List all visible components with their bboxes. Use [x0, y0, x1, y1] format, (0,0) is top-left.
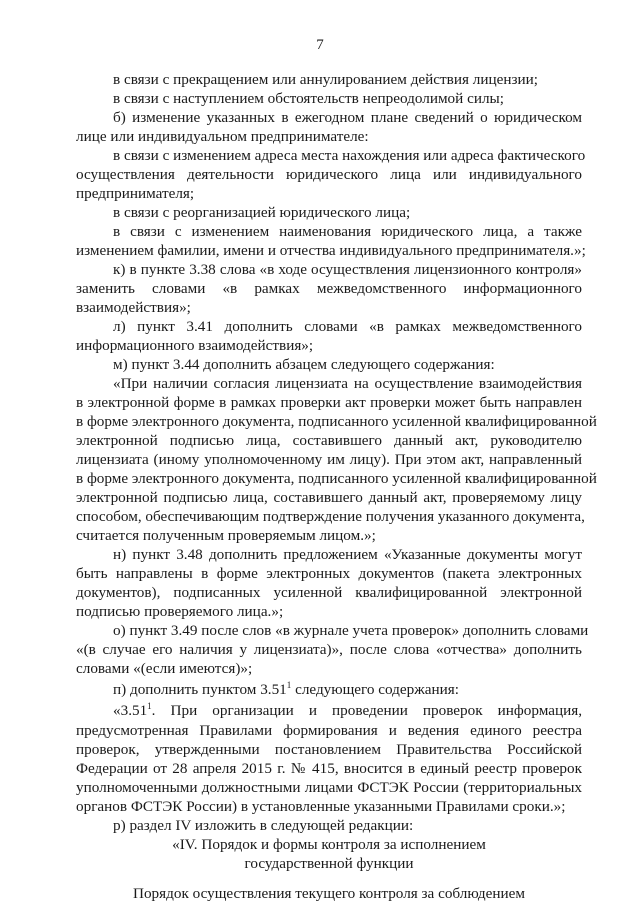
text-fragment: «3.51 [113, 702, 148, 719]
text-line: уполномоченными должностными лицами ФСТЭК России (территориальных [76, 779, 582, 796]
text-line: в связи с изменением наименования юридического лица, а также [113, 223, 582, 240]
text-line: в форме электронного документа, подписанного усиленной квалифицированной [76, 413, 597, 430]
text-line: л) пункт 3.41 дополнить словами «в рамках межведомственного [113, 318, 582, 335]
text-line: б) изменение указанных в ежегодном плане сведений о юридическом [113, 109, 582, 126]
text-line: органов ФСТЭК России) в установленные указанными Правилами сроки.»; [76, 798, 566, 815]
text-line: в форме электронного документа, подписанного усиленной квалифицированной [76, 470, 597, 487]
text-line: м) пункт 3.44 дополнить абзацем следующего содержания: [113, 356, 495, 373]
text-line: в электронной форме в рамках проверки акт проверки может быть направлен [76, 394, 582, 411]
text-line: предусмотренная Правилами формирования и ведения единого реестра [76, 722, 582, 739]
superscript: 1 [147, 700, 152, 711]
text-fragment: следующего содержания: [291, 681, 459, 698]
text-line [113, 680, 582, 699]
text-line: изменением фамилии, имени и отчества индивидуального предпринимателя.»; [76, 242, 586, 259]
text-fragment: п) дополнить пунктом 3.51 [113, 681, 287, 698]
text-line: в связи с наступлением обстоятельств непреодолимой силы; [113, 90, 504, 107]
text-line: о) пункт 3.49 после слов «в журнале учета проверок» дополнить словами [113, 622, 589, 639]
text-line: к) в пункте 3.38 слова «в ходе осуществления лицензионного контроля» [113, 261, 582, 278]
text-line: считается полученным проверяемым лицом.»; [76, 527, 376, 544]
section-heading: «IV. Порядок и формы контроля за исполнением [172, 836, 486, 853]
section-heading: государственной функции [244, 855, 414, 872]
text-line: в связи с прекращением или аннулированием действия лицензии; [113, 71, 538, 88]
text-line: в связи с реорганизацией юридического лица; [113, 204, 411, 221]
text-line: лице или индивидуальном предпринимателе: [76, 128, 369, 145]
text-line: лицензиата (иному уполномоченному им лицу). При этом акт, направленный [76, 451, 582, 468]
text-fragment: . При организации и проведении проверок информация, [151, 702, 582, 719]
text-line: электронной подписью лица, составившего данный акт, проверяемому лицу [76, 489, 582, 506]
text-line: предпринимателя; [76, 185, 195, 202]
text-line: словами «(если имеются)»; [76, 660, 253, 677]
text-line: «При наличии согласия лицензиата на осуществление взаимодействия [113, 375, 582, 392]
page-number: 7 [316, 37, 324, 53]
text-line: взаимодействия»; [76, 299, 191, 316]
superscript: 1 [286, 679, 292, 690]
text-line: электронной подписью лица, составившего данный акт, руководителю [76, 432, 582, 449]
text-line: заменить словами «в рамках межведомственного информационного [76, 280, 582, 297]
subsection-heading: Порядок осуществления текущего контроля за соблюдением [132, 885, 526, 902]
text-line: в связи с изменением адреса места нахождения или адреса фактического [113, 147, 586, 164]
text-line [113, 701, 582, 720]
text-line: «(в случае его наличия у лицензиата)», после слова «отчества» дополнить [76, 641, 582, 658]
text-line: проверок, утвержденными постановлением Правительства Российской [76, 741, 582, 758]
text-line: способом, обеспечивающим подтверждение получения указанного документа, [76, 508, 585, 525]
text-line: документов), подписанных усиленной квалифицированной электронной [76, 584, 582, 601]
text-line: н) пункт 3.48 дополнить предложением «Указанные документы могут [113, 546, 582, 563]
text-line: информационного взаимодействия»; [76, 337, 314, 354]
text-line: подписью проверяемого лица.»; [76, 603, 284, 620]
text-line: быть направлены в форме электронных документов (пакета электронных [76, 565, 582, 582]
text-line: р) раздел IV изложить в следующей редакции: [113, 817, 414, 834]
text-line: Федерации от 28 апреля 2015 г. № 415, вносится в единый реестр проверок [76, 760, 582, 777]
text-line: осуществления деятельности юридического лица или индивидуального [76, 166, 582, 183]
